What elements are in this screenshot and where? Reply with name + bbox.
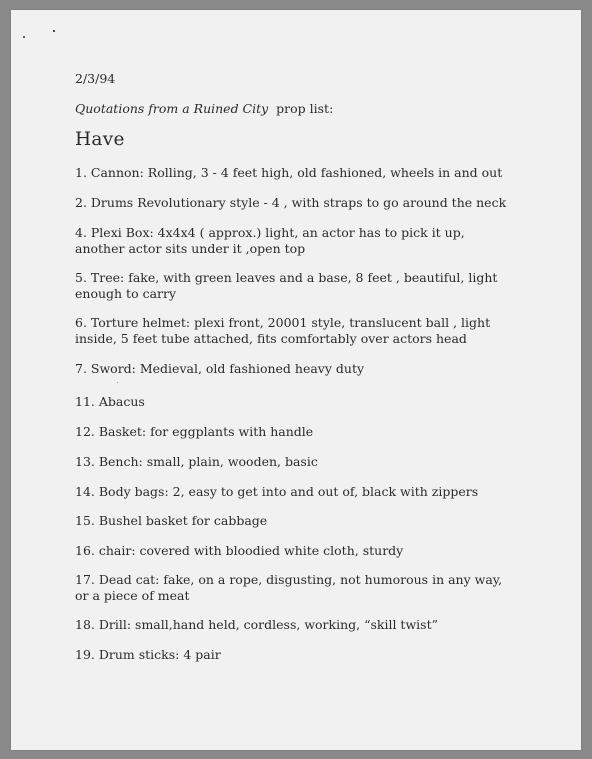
list-item: 5. Tree: fake, with green leaves and a base, 8 feet , beautiful, light enough to carry — [75, 270, 498, 301]
list-item: 15. Bushel basket for cabbage — [75, 513, 268, 528]
list-item: 1. Cannon: Rolling, 3 - 4 feet high, old fashioned, wheels in and out — [75, 165, 503, 180]
list-item: 14. Body bags: 2, easy to get into and out of, black with zippers — [75, 484, 479, 499]
list-item: 18. Drill: small,hand held, cordless, working, “skill twist” — [75, 617, 438, 632]
list-item: 4. Plexi Box: 4x4x4 ( approx.) light, an actor has to pick it up, another actor sits under it ,open top — [75, 225, 465, 256]
paper-speck — [117, 382, 118, 383]
list-item: 11. Abacus — [75, 394, 145, 409]
list-item: 7. Sword: Medieval, old fashioned heavy duty — [75, 361, 365, 376]
paper-speck — [23, 36, 25, 38]
list-item: 13. Bench: small, plain, wooden, basic — [75, 454, 318, 469]
subtitle-suffix: prop list: — [276, 101, 334, 116]
document-page — [11, 10, 581, 750]
list-item: 6. Torture helmet: plexi front, 20001 style, translucent ball , light inside, 5 feet tube attached, fits comfortably over actors head — [75, 315, 491, 346]
play-title: Quotations from a Ruined City — [75, 101, 269, 116]
document-subtitle — [75, 101, 333, 116]
list-item: 16. chair: covered with bloodied white cloth, sturdy — [75, 543, 404, 558]
section-heading: Have — [75, 129, 125, 150]
paper-speck — [53, 30, 55, 32]
document-date: 2/3/94 — [75, 71, 116, 86]
list-item: 2. Drums Revolutionary style - 4 , with straps to go around the neck — [75, 195, 507, 210]
list-item: 19. Drum sticks: 4 pair — [75, 647, 221, 662]
list-item: 12. Basket: for eggplants with handle — [75, 424, 314, 439]
list-item: 17. Dead cat: fake, on a rope, disgusting, not humorous in any way, or a piece of meat — [75, 572, 503, 603]
